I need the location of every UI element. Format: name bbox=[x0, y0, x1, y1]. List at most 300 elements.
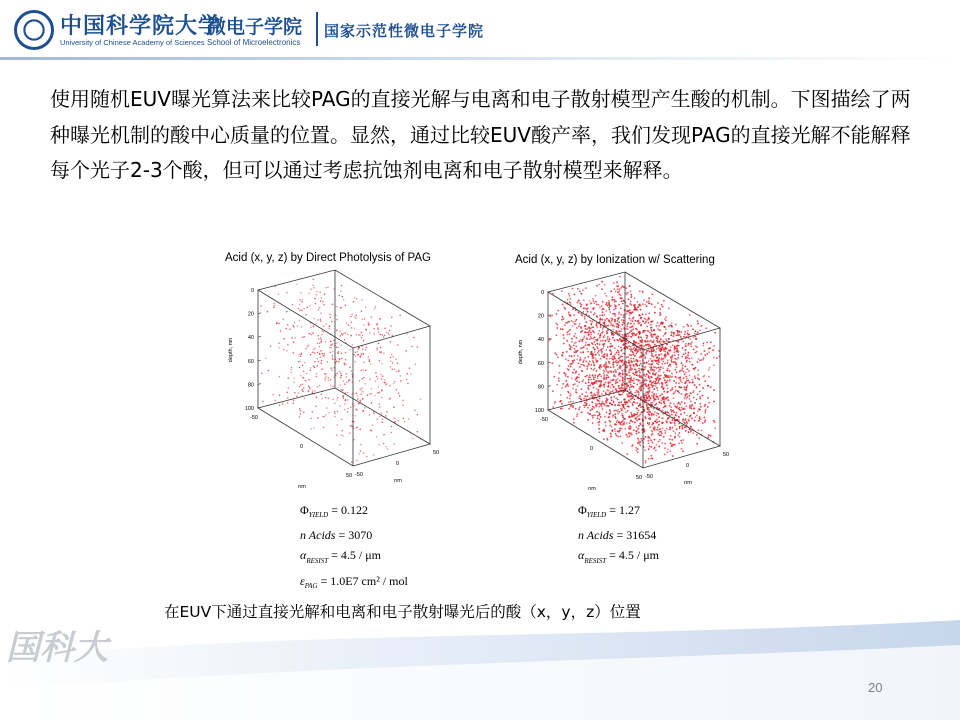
acid-point bbox=[587, 356, 589, 358]
acid-point bbox=[376, 376, 378, 378]
acid-point bbox=[380, 413, 382, 415]
acid-point bbox=[620, 355, 622, 357]
acid-point bbox=[593, 300, 595, 302]
acid-point bbox=[300, 356, 302, 358]
acid-point bbox=[329, 313, 331, 315]
acid-point bbox=[593, 314, 595, 316]
acid-point bbox=[413, 337, 415, 339]
acid-point bbox=[660, 347, 662, 349]
acid-point bbox=[366, 456, 368, 458]
figure-1-3d-scatter bbox=[220, 268, 450, 496]
acid-point bbox=[615, 362, 617, 364]
acid-point bbox=[318, 309, 320, 311]
x-tick-label: -50 bbox=[540, 417, 548, 423]
acid-point bbox=[595, 403, 597, 405]
acid-point bbox=[357, 351, 359, 353]
acid-point bbox=[615, 331, 617, 333]
acid-point bbox=[607, 338, 609, 340]
acid-point bbox=[639, 290, 641, 292]
acid-point bbox=[598, 354, 600, 356]
acid-point bbox=[397, 344, 399, 346]
acid-point bbox=[608, 416, 610, 418]
figure-2-phi-yield: $\Phi_{YIELD} = 1.27$ bbox=[578, 503, 641, 520]
acid-point bbox=[685, 393, 687, 395]
acid-point bbox=[682, 418, 684, 420]
acid-point bbox=[292, 304, 294, 306]
acid-point bbox=[360, 394, 362, 396]
acid-point bbox=[602, 308, 604, 310]
acid-point bbox=[664, 454, 666, 456]
acid-point bbox=[286, 350, 288, 352]
acid-point bbox=[611, 332, 613, 334]
acid-point bbox=[714, 427, 716, 429]
acid-point bbox=[301, 326, 303, 328]
acid-point bbox=[383, 352, 385, 354]
acid-point bbox=[640, 423, 642, 425]
acid-point bbox=[675, 324, 677, 326]
acid-point bbox=[565, 322, 567, 324]
acid-point bbox=[575, 372, 577, 374]
acid-point bbox=[598, 424, 600, 426]
acid-point bbox=[341, 333, 343, 335]
acid-point bbox=[663, 335, 665, 337]
acid-point bbox=[602, 319, 604, 321]
acid-point bbox=[287, 377, 289, 379]
figure-1-phi-yield: $\Phi_{YIELD} = 0.122$ bbox=[300, 503, 369, 520]
acid-point bbox=[572, 372, 574, 374]
acid-point bbox=[685, 352, 687, 354]
acid-point bbox=[330, 341, 332, 343]
acid-point bbox=[569, 333, 571, 335]
acid-point bbox=[678, 416, 680, 418]
acid-point bbox=[617, 419, 619, 421]
acid-point bbox=[577, 355, 579, 357]
acid-point bbox=[632, 421, 634, 423]
acid-point bbox=[262, 401, 264, 403]
acid-point bbox=[628, 335, 630, 337]
acid-point bbox=[553, 376, 555, 378]
acid-point bbox=[691, 364, 693, 366]
acid-point bbox=[667, 368, 669, 370]
acid-point bbox=[600, 382, 602, 384]
acid-point bbox=[659, 383, 661, 385]
figure-2-n-acids: n Acids = 31654 bbox=[578, 528, 657, 543]
acid-point bbox=[679, 436, 681, 438]
acid-point bbox=[331, 369, 333, 371]
acid-point bbox=[646, 374, 648, 376]
acid-point bbox=[605, 349, 607, 351]
acid-point bbox=[665, 411, 667, 413]
acid-point bbox=[317, 335, 319, 337]
acid-point bbox=[344, 409, 346, 411]
acid-point bbox=[659, 428, 661, 430]
acid-point bbox=[675, 390, 677, 392]
acid-point bbox=[369, 414, 371, 416]
acid-point bbox=[699, 329, 701, 331]
acid-point bbox=[626, 361, 628, 363]
acid-point bbox=[649, 366, 651, 368]
acid-point bbox=[590, 311, 592, 313]
acid-point bbox=[629, 326, 631, 328]
acid-point bbox=[708, 348, 710, 350]
acid-point bbox=[554, 352, 556, 354]
acid-point bbox=[574, 320, 576, 322]
acid-point bbox=[656, 444, 658, 446]
acid-point bbox=[630, 319, 632, 321]
acid-point bbox=[420, 399, 422, 401]
acid-point bbox=[274, 400, 276, 402]
acid-point bbox=[648, 330, 650, 332]
acid-point bbox=[632, 361, 634, 363]
acid-point bbox=[611, 371, 613, 373]
acid-point bbox=[599, 307, 601, 309]
acid-point bbox=[636, 402, 638, 404]
acid-point bbox=[573, 369, 575, 371]
acid-point bbox=[317, 386, 319, 388]
school-name-cn: 微电子学院 bbox=[207, 16, 303, 38]
acid-point bbox=[567, 376, 569, 378]
acid-point bbox=[667, 418, 669, 420]
acid-point bbox=[603, 378, 605, 380]
acid-point bbox=[298, 361, 300, 363]
acid-point bbox=[602, 311, 604, 313]
acid-point bbox=[662, 388, 664, 390]
acid-point bbox=[639, 360, 641, 362]
acid-point bbox=[690, 426, 692, 428]
depth-tick-label: 60 bbox=[247, 358, 254, 365]
acid-point bbox=[661, 353, 663, 355]
acid-point bbox=[652, 422, 654, 424]
acid-point bbox=[586, 304, 588, 306]
acid-point bbox=[577, 311, 579, 313]
acid-point bbox=[298, 308, 300, 310]
acid-point bbox=[339, 371, 341, 373]
acid-point bbox=[341, 352, 343, 354]
acid-point bbox=[336, 306, 338, 308]
acid-point bbox=[648, 448, 650, 450]
acid-point bbox=[606, 332, 608, 334]
acid-point bbox=[611, 426, 613, 428]
acid-point bbox=[562, 408, 564, 410]
acid-point bbox=[341, 430, 343, 432]
acid-point bbox=[359, 429, 361, 431]
acid-point bbox=[660, 430, 662, 432]
acid-point bbox=[646, 362, 648, 364]
acid-point bbox=[665, 332, 667, 334]
acid-point bbox=[686, 361, 688, 363]
acid-point bbox=[346, 382, 348, 384]
acid-point bbox=[638, 370, 640, 372]
acid-point bbox=[574, 348, 576, 350]
acid-point bbox=[645, 460, 647, 462]
acid-point bbox=[591, 321, 593, 323]
acid-point bbox=[323, 331, 325, 333]
acid-point bbox=[308, 379, 310, 381]
acid-point bbox=[296, 395, 298, 397]
acid-point bbox=[604, 416, 606, 418]
acid-point bbox=[639, 444, 641, 446]
acid-point bbox=[619, 360, 621, 362]
acid-point bbox=[658, 370, 660, 372]
acid-point bbox=[604, 367, 606, 369]
acid-point bbox=[681, 401, 683, 403]
depth-tick-mark bbox=[258, 360, 261, 361]
acid-point bbox=[592, 375, 594, 377]
acid-point bbox=[658, 325, 660, 327]
acid-point bbox=[614, 319, 616, 321]
acid-point bbox=[590, 337, 592, 339]
acid-point bbox=[609, 321, 611, 323]
acid-point bbox=[612, 337, 614, 339]
acid-point bbox=[587, 387, 589, 389]
acid-point bbox=[619, 373, 621, 375]
acid-point bbox=[570, 363, 572, 365]
acid-point bbox=[580, 364, 582, 366]
acid-point bbox=[658, 416, 660, 418]
acid-point bbox=[593, 407, 595, 409]
acid-point bbox=[615, 323, 617, 325]
acid-point bbox=[681, 331, 683, 333]
acid-point bbox=[619, 338, 621, 340]
acid-point bbox=[398, 393, 400, 395]
acid-point bbox=[574, 294, 576, 296]
acid-point bbox=[351, 327, 353, 329]
acid-point bbox=[308, 345, 310, 347]
acid-point bbox=[571, 338, 573, 340]
acid-point bbox=[617, 350, 619, 352]
acid-point bbox=[595, 358, 597, 360]
acid-point bbox=[351, 461, 353, 463]
acid-point bbox=[640, 438, 642, 440]
acid-point bbox=[616, 352, 618, 354]
footer-logo-calligraphy: 国科大 bbox=[6, 628, 108, 668]
acid-point bbox=[394, 369, 396, 371]
acid-point bbox=[644, 304, 646, 306]
acid-point bbox=[569, 301, 571, 303]
acid-point bbox=[261, 373, 263, 375]
acid-point bbox=[362, 354, 364, 356]
acid-point bbox=[279, 394, 281, 396]
acid-point bbox=[586, 332, 588, 334]
acid-point bbox=[670, 442, 672, 444]
acid-point bbox=[615, 414, 617, 416]
acid-point bbox=[569, 398, 571, 400]
acid-point bbox=[634, 355, 636, 357]
acid-point bbox=[300, 384, 302, 386]
acid-point bbox=[393, 383, 395, 385]
acid-point bbox=[576, 413, 578, 415]
acid-point bbox=[696, 443, 698, 445]
acid-point bbox=[605, 382, 607, 384]
acid-point bbox=[629, 389, 631, 391]
acid-point bbox=[312, 285, 314, 287]
acid-point bbox=[626, 325, 628, 327]
acid-point bbox=[359, 400, 361, 402]
acid-point bbox=[362, 335, 364, 337]
acid-point bbox=[639, 304, 641, 306]
acid-point bbox=[668, 338, 670, 340]
acid-point bbox=[317, 352, 319, 354]
acid-point bbox=[637, 379, 639, 381]
acid-point bbox=[690, 401, 692, 403]
acid-point bbox=[342, 296, 344, 298]
acid-point bbox=[676, 412, 678, 414]
acid-point bbox=[622, 303, 624, 305]
acid-point bbox=[666, 340, 668, 342]
acid-point bbox=[360, 401, 362, 403]
acid-point bbox=[689, 415, 691, 417]
acid-point bbox=[415, 364, 417, 366]
acid-point bbox=[373, 328, 375, 330]
acid-point bbox=[667, 375, 669, 377]
acid-point bbox=[552, 406, 554, 408]
acid-point bbox=[303, 308, 305, 310]
acid-point bbox=[622, 379, 624, 381]
acid-point bbox=[673, 411, 675, 413]
acid-point bbox=[592, 343, 594, 345]
acid-point bbox=[708, 376, 710, 378]
acid-point bbox=[627, 306, 629, 308]
acid-point bbox=[376, 347, 378, 349]
acid-point bbox=[639, 365, 641, 367]
acid-point bbox=[286, 391, 288, 393]
acid-point bbox=[684, 386, 686, 388]
acid-point bbox=[629, 332, 631, 334]
acid-point bbox=[334, 413, 336, 415]
acid-point bbox=[698, 358, 700, 360]
acid-point bbox=[659, 350, 661, 352]
acid-point bbox=[363, 324, 365, 326]
acid-point bbox=[639, 413, 641, 415]
acid-point bbox=[623, 419, 625, 421]
acid-point bbox=[369, 393, 371, 395]
acid-point bbox=[308, 386, 310, 388]
acid-point bbox=[605, 361, 607, 363]
acid-point bbox=[681, 442, 683, 444]
acid-point bbox=[375, 372, 377, 374]
acid-point bbox=[340, 377, 342, 379]
acid-point bbox=[633, 378, 635, 380]
acid-point bbox=[614, 423, 616, 425]
acid-point bbox=[636, 379, 638, 381]
acid-point bbox=[652, 369, 654, 371]
acid-point bbox=[343, 332, 345, 334]
acid-point bbox=[678, 354, 680, 356]
acid-point bbox=[650, 358, 652, 360]
acid-point bbox=[677, 357, 679, 359]
acid-point bbox=[348, 324, 350, 326]
acid-point bbox=[378, 343, 380, 345]
acid-point bbox=[618, 394, 620, 396]
acid-point bbox=[623, 362, 625, 364]
acid-point bbox=[613, 357, 615, 359]
acid-point bbox=[398, 420, 400, 422]
acid-point bbox=[704, 350, 706, 352]
acid-point bbox=[646, 405, 648, 407]
acid-point bbox=[640, 324, 642, 326]
depth-tick-label: 100 bbox=[244, 406, 254, 412]
acid-point bbox=[611, 430, 613, 432]
acid-point bbox=[632, 335, 634, 337]
acid-point bbox=[691, 357, 693, 359]
acid-point bbox=[320, 313, 322, 315]
acid-point bbox=[648, 300, 650, 302]
acid-point bbox=[550, 315, 552, 317]
acid-point bbox=[655, 381, 657, 383]
acid-point bbox=[667, 396, 669, 398]
acid-point bbox=[319, 291, 321, 293]
acid-point bbox=[681, 369, 683, 371]
acid-point bbox=[702, 387, 704, 389]
acid-point bbox=[299, 304, 301, 306]
acid-point bbox=[614, 405, 616, 407]
acid-point bbox=[365, 328, 367, 330]
acid-point bbox=[363, 452, 365, 454]
acid-point bbox=[355, 409, 357, 411]
acid-point bbox=[293, 326, 295, 328]
acid-point bbox=[302, 377, 304, 379]
acid-point bbox=[651, 348, 653, 350]
acid-point bbox=[642, 313, 644, 315]
acid-point bbox=[569, 355, 571, 357]
acid-point bbox=[273, 306, 275, 308]
acid-point bbox=[630, 381, 632, 383]
acid-point bbox=[590, 333, 592, 335]
acid-point bbox=[630, 346, 632, 348]
acid-point bbox=[693, 432, 695, 434]
acid-point bbox=[310, 367, 312, 369]
acid-point bbox=[592, 308, 594, 310]
acid-point bbox=[299, 361, 301, 363]
acid-point bbox=[583, 404, 585, 406]
acid-point bbox=[650, 402, 652, 404]
acid-point bbox=[417, 346, 419, 348]
acid-point bbox=[323, 427, 325, 429]
acid-point bbox=[364, 407, 366, 409]
acid-point bbox=[567, 360, 569, 362]
acid-point bbox=[565, 380, 567, 382]
acid-point bbox=[670, 406, 672, 408]
acid-point bbox=[347, 333, 349, 335]
acid-point bbox=[321, 360, 323, 362]
acid-point bbox=[359, 380, 361, 382]
acid-point bbox=[630, 368, 632, 370]
acid-point bbox=[645, 313, 647, 315]
acid-point bbox=[567, 299, 569, 301]
acid-point bbox=[380, 347, 382, 349]
acid-point bbox=[656, 429, 658, 431]
acid-point bbox=[620, 423, 622, 425]
acid-point bbox=[328, 412, 330, 414]
acid-point bbox=[624, 418, 626, 420]
acid-point bbox=[645, 352, 647, 354]
acid-point bbox=[585, 321, 587, 323]
acid-point bbox=[671, 419, 673, 421]
acid-point bbox=[626, 294, 628, 296]
acid-point bbox=[698, 437, 700, 439]
acid-point bbox=[279, 376, 281, 378]
acid-point bbox=[666, 348, 668, 350]
acid-point bbox=[319, 307, 321, 309]
acid-point bbox=[597, 375, 599, 377]
acid-point bbox=[627, 292, 629, 294]
acid-point bbox=[651, 293, 653, 295]
acid-point bbox=[673, 403, 675, 405]
acid-point bbox=[299, 367, 301, 369]
acid-point bbox=[600, 416, 602, 418]
acid-point bbox=[585, 344, 587, 346]
acid-point bbox=[663, 401, 665, 403]
